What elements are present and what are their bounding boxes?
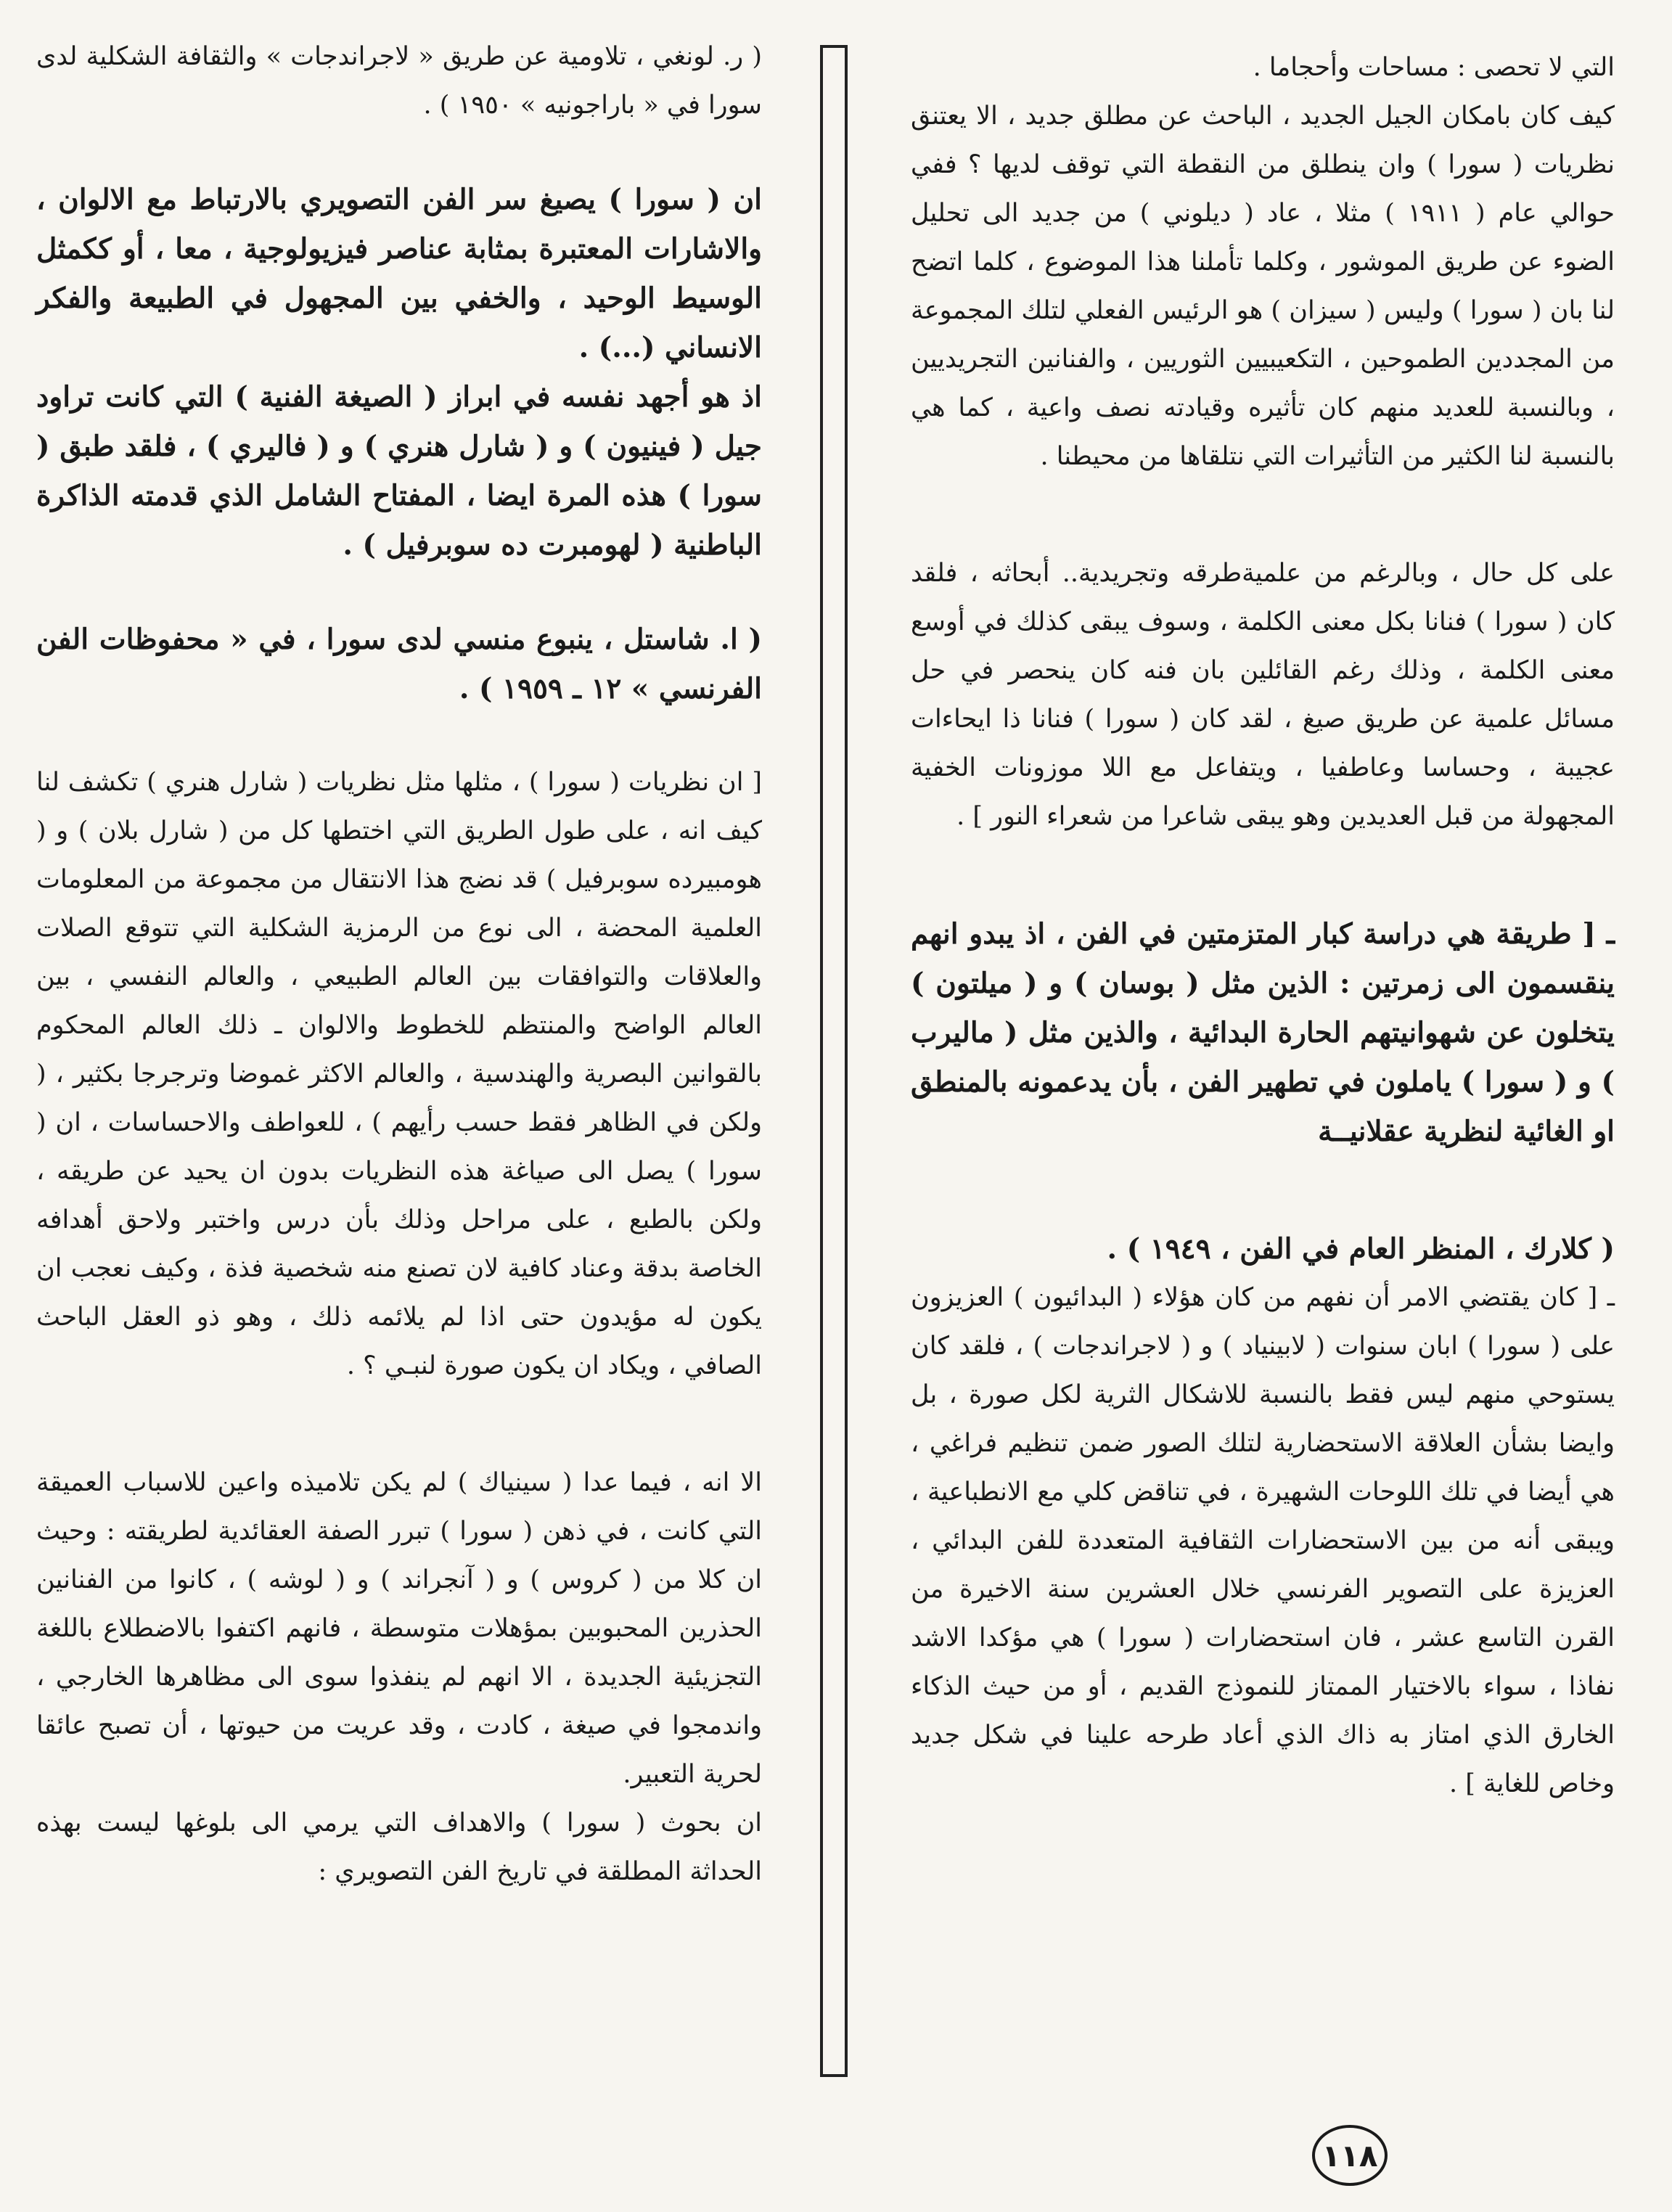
left-bold-paragraph-2: اذ هو أجهد نفسه في ابراز ( الصيغة الفنية ) التي كانت تراود جيل ( فينيون ) و ( شارل هنري ) و ( فاليري ) ، فلقد طبق ( سورا ) هذه المرة ايضا ، المفتاح الشامل الذي قدمته الذاكرة الباطنية ( لهومبرت ده سوبرفيل ) . <box>36 380 762 562</box>
right-paragraph-2: كيف كان بامكان الجيل الجديد ، الباحث عن مطلق جديد ، الا يعتنق نظريات ( سورا ) وان ينطلق من النقطة التي توقف لديها ؟ ففي حوالي عام ( ١٩١١ ) مثلا ، عاد ( ديلوني ) من جديد الى تحليل الضوء عن طريق الموشور ، وكلما تأملنا هذا الموضوع ، كلما اتضح لنا بان ( سورا ) وليس ( سيزان ) هو الرئيس الفعلي لتلك المجموعة من المجددين الطموحين ، التكعيبيين الثوريين ، والفنانين التجريديين ، وبالنسبة للعديد منهم كان تأثيره وقيادته نصف واعية ، كما هي بالنسبة لنا الكثير من التأثيرات التي نتلقاها من محيطنا . <box>911 102 1615 471</box>
left-citation-bold: ( ا. شاستل ، ينبوع منسي لدى سورا ، في « محفوظات الفن الفرنسي » ١٢ ـ ١٩٥٩ ) . <box>36 623 762 705</box>
right-paragraph-3: على كل حال ، وبالرغم من علميةطرقه وتجريدية.. أبحاثه ، فلقد كان ( سورا ) فنانا بكل معنى الكلمة ، وسوف يبقى كذلك في أوسع معنى الكلمة ، وذلك رغم القائلين بان فنه كان ينحصر في حل مسائل علمية عن طريق صيغ ، لقد كان ( سورا ) فنانا ذا ايحاءات عجيبة ، وحساسا وعاطفيا ، ويتفاعل مع اللا موزونات الخفية المجهولة من قبل العديدين وهو يبقى شاعرا من شعراء النور ] . <box>911 559 1615 831</box>
left-paragraph-7: ان بحوث ( سورا ) والاهداف التي يرمي الى بلوغها ليست بهذه الحداثة المطلقة في تاريخ الفن التصويري : <box>36 1808 762 1886</box>
right-paragraph-6: ـ [ كان يقتضي الامر أن نفهم من كان هؤلاء ( البدائيون ) العزيزون على ( سورا ) ابان سنوات ( لابينياد ) و ( لاجراندجات ) ، فلقد كان يستوحي منهم ليس فقط بالنسبة للاشكال الثرية لكل صورة ، بل وايضا بشأن العلاقة الاستحضارية لتلك الصور ضمن تنظيم فراغي ، هي أيضا في تلك اللوحات الشهيرة ، في تناقض كلي مع الانطباعية ، ويبقى أنه من بين الاستحضارات الثقافية المتعددة للفن البدائي ، العزيزة على التصوير الفرنسي خلال العشرين سنة الاخيرة من القرن التاسع عشر ، فان استحضارات ( سورا ) هي مؤكدا الاشد نفاذا ، سواء بالاختيار الممتاز للنموذج القديم ، أو من حيث الذكاء الخارق الذي امتاز به ذاك الذي أعاد طرحه علينا في شكل جديد وخاص للغاية ] . <box>911 1283 1615 1798</box>
right-paragraph-1: التي لا تحصى : مساحات وأحجاما . <box>1253 53 1615 82</box>
left-column <box>36 33 762 1896</box>
left-paragraph-6: الا انه ، فيما عدا ( سينياك ) لم يكن تلاميذه واعين للاسباب العميقة التي كانت ، في ذهن ( سورا ) تبرر الصفة العقائدية لطريقته : وحيث ان كلا من ( كروس ) و ( آنجراند ) و ( لوشه ) ، كانوا من الفنانين الحذرين المحبوبين بمؤهلات متوسطة ، فانهم اكتفوا بالاضطلاع باللغة التجزيئية الجديدة ، الا انهم لم ينفذوا سوى الى مظاهرها الخارجي ، واندمجوا في صيغة ، كادت ، وقد عريت من حيوتها ، أن تصبح عائقا لحرية التعبير. <box>36 1468 762 1789</box>
right-citation-bold: ( كلارك ، المنظر العام في الفن ، ١٩٤٩ ) . <box>1107 1232 1615 1266</box>
page-number-badge: ١١٨ <box>1312 2125 1388 2186</box>
left-paragraph-5: [ ان نظريات ( سورا ) ، مثلها مثل نظريات ( شارل هنري ) تكشف لنا كيف انه ، على طول الطريق التي اختطها كل من ( شارل بلان ) و ( هومبيرده سوبرفيل ) قد نضج هذا الانتقال من مجموعة من المعلومات العلمية المحضة ، الى نوع من الرمزية الشكلية التي تتوقع الصلات والعلاقات والتوافقات بين العالم الطبيعي ، والعالم النفسي ، بين العالم الواضح والمنتظم للخطوط والالوان ـ ذلك العالم المحكوم بالقوانين البصرية والهندسية ، والعالم الاكثر غموضا وترجرجا بكثير ، ( ولكن في الظاهر فقط حسب رأيهم ) ، للعواطف والاحساسات ، ان ( سورا ) يصل الى صياغة هذه النظريات بدون ان يحيد عن طريقه ، ولكن بالطبع ، على مراحل وذلك بأن درس واختبر ولاحق أهدافه الخاصة بدقة وعناد كافية لان تصنع منه شخصية فذة ، وكيف نعجب ان يكون له مؤيدون حتى اذا لم يلائمه ذلك ، وهو ذو العقل الباحث الصافي ، ويكاد ان يكون صورة لنبـي ؟ . <box>36 768 762 1380</box>
left-citation-1: ( ر. لونغي ، تلاومية عن طريق « لاجراندجات » والثقافة الشكلية لدى سورا في « باراجونيه » ١٩٥٠ ) . <box>36 42 762 120</box>
left-bold-paragraph-1: ان ( سورا ) يصيغ سر الفن التصويري بالارتباط مع الالوان ، والاشارات المعتبرة بمثابة عناصر فيزيولوجية ، معا ، أو ككمثل الوسيط الوحيد ، والخفي بين المجهول في الطبيعة والفكر الانساني (...) . <box>36 183 762 364</box>
column-divider <box>820 45 848 2077</box>
right-column <box>911 44 1615 1808</box>
right-quote-bold: ـ [ طريقة هي دراسة كبار المتزمتين في الفن ، اذ يبدو انهم ينقسمون الى زمرتين : الذين مثل ( بوسان ) و ( ميلتون ) يتخلون عن شهوانيتهم الحارة البدائية ، والذين مثل ( ماليرب ) و ( سورا ) ياملون في تطهير الفن ، بأن يدعمونه بالمنطق او الغائية لنظرية عقلانيــة <box>911 917 1615 1148</box>
